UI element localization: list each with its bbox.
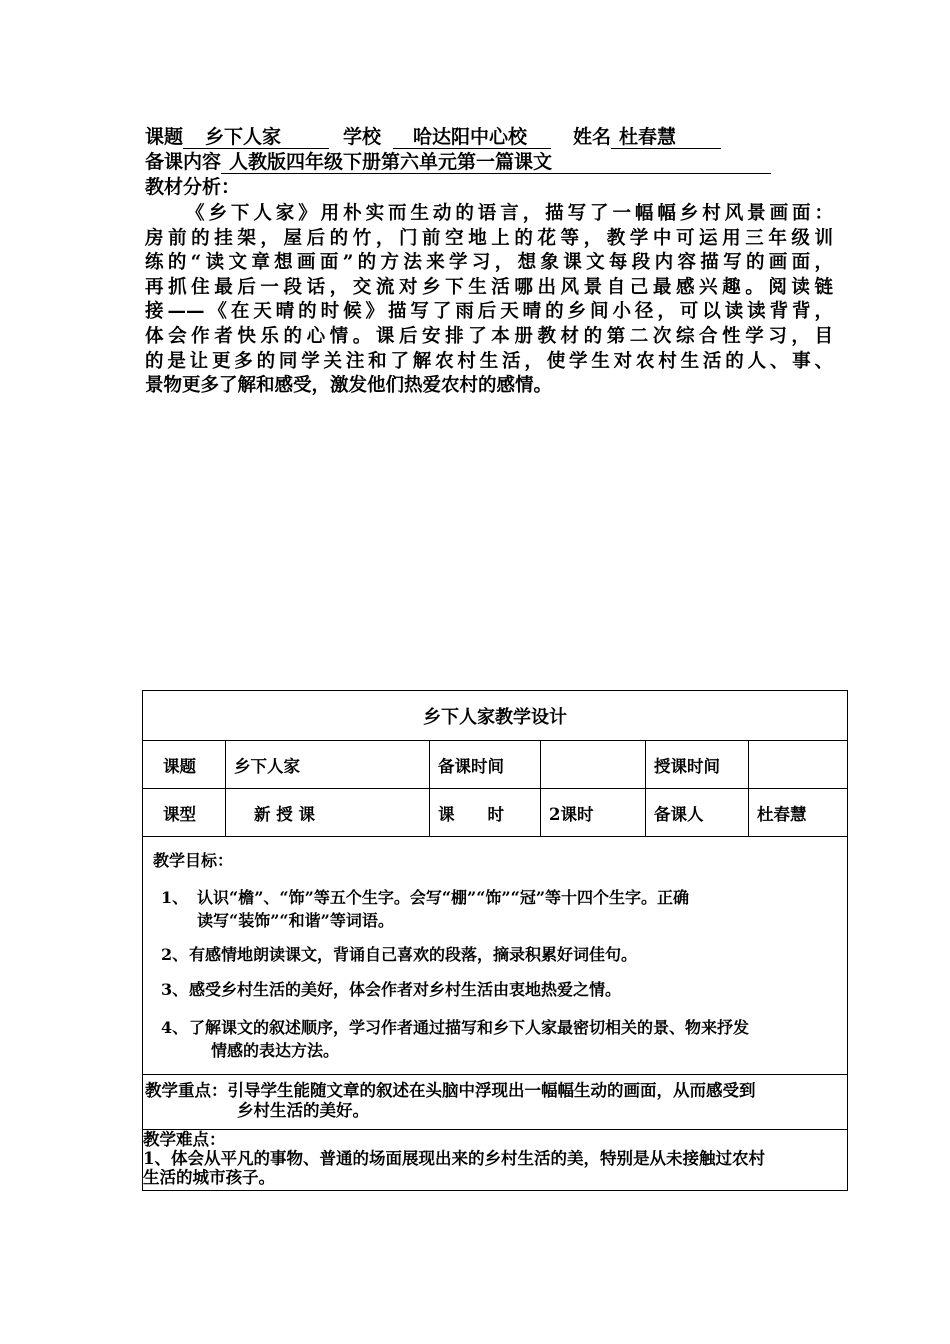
class-hours-value: 2课时 [541, 789, 646, 837]
goal-number: 4、 [161, 1018, 189, 1037]
header-line-2 [145, 150, 771, 174]
analysis-line: 体会作者快乐的心情。课后安排了本册教材的第二次综合性学习，目 [145, 325, 833, 347]
content-value-field [221, 152, 771, 174]
teach-time-value [749, 741, 848, 789]
topic-value: 乡下人家 [205, 126, 282, 148]
row1-topic-value: 乡下人家 [226, 741, 430, 789]
lesson-type-value: 新 授 课 [226, 789, 430, 837]
analysis-line: 再抓住最后一段话，交流对乡下生活哪出风景自己最感兴趣。阅读链 [145, 276, 833, 298]
goal-text-cont: 读写“装饰”“和谐”等词语。 [197, 911, 394, 930]
class-hours-label: 课 时 [430, 789, 541, 837]
goal-text: 认识“檐”、“饰”等五个生字。会写“棚”“饰”“冠”等十四个生字。正确 [197, 888, 690, 907]
key-points-text: 引导学生能随文章的叙述在头脑中浮现出一幅幅生动的画面，从而感受到 [227, 1081, 756, 1100]
prep-time-label: 备课时间 [430, 741, 541, 789]
goal-number: 1、 [161, 888, 189, 907]
goal-item [153, 978, 847, 1001]
lesson-type-label: 课型 [143, 789, 226, 837]
goal-item [153, 943, 847, 966]
content-label: 备课内容 [145, 151, 222, 173]
school-value-field [393, 127, 551, 149]
difficulties-text: 1、体会从平凡的事物、普通的场面展现出来的乡村生活的美，特别是从未接触过农村 [143, 1149, 765, 1168]
difficulties-text-cont: 生活的城市孩子。 [143, 1168, 275, 1187]
teach-time-label: 授课时间 [646, 741, 749, 789]
analysis-label: 教材分析： [145, 176, 241, 198]
preparer-value: 杜春慧 [749, 789, 848, 837]
goal-item [153, 886, 847, 932]
goal-number: 2、 [161, 945, 189, 964]
school-label: 学校 [343, 126, 382, 148]
goal-text: 有感情地朗读课文，背诵自己喜欢的段落，摘录积累好词佳句。 [189, 945, 638, 964]
analysis-paragraph [145, 202, 833, 399]
analysis-line: 景物更多了解和感受，激发他们热爱农村的感情。 [145, 375, 553, 397]
topic-value-field [183, 127, 329, 149]
name-value: 杜春慧 [619, 126, 677, 148]
goal-text: 了解课文的叙述顺序，学习作者通过描写和乡下人家最密切相关的景、物来抒发 [189, 1018, 750, 1037]
teaching-goals-cell [143, 837, 848, 1075]
content-value: 人教版四年级下册第六单元第一篇课文 [229, 151, 553, 173]
key-points-cell [143, 1075, 848, 1130]
goal-number: 3、 [161, 980, 189, 999]
difficulties-label: 教学难点： [143, 1130, 226, 1149]
difficulties-cell [143, 1130, 848, 1191]
analysis-line: 《乡下人家》用朴实而生动的语言，描写了一幅幅乡村风景画面： [186, 203, 833, 224]
analysis-line: 练的“读文章想画面”的方法来学习，想象课文每段内容描写的画面， [145, 252, 833, 274]
prep-time-value [541, 741, 646, 789]
analysis-line: 房前的挂架，屋后的竹，门前空地上的花等，教学中可运用三年级训 [145, 227, 833, 249]
key-points-text-cont: 乡村生活的美好。 [237, 1101, 369, 1120]
lesson-design-table [142, 690, 848, 1191]
analysis-line: 接——《在天晴的时候》描写了雨后天晴的乡间小径，可以读读背背， [145, 301, 833, 323]
goals-label: 教学目标： [153, 851, 234, 870]
name-value-field [611, 127, 721, 149]
school-value: 哈达阳中心校 [413, 126, 528, 148]
row1-topic-label: 课题 [143, 741, 226, 789]
header-line-1 [145, 125, 721, 149]
analysis-line: 的是让更多的同学关注和了解农村生活，使学生对农村生活的人、事、 [145, 350, 833, 372]
name-label: 姓名 [573, 126, 612, 148]
preparer-label: 备课人 [646, 789, 749, 837]
table-title: 乡下人家教学设计 [143, 691, 848, 741]
goal-text: 感受乡村生活的美好，体会作者对乡村生活由衷地热爱之情。 [189, 980, 622, 999]
goal-text-cont: 情感的表达方法。 [211, 1041, 340, 1060]
goal-item [153, 1016, 847, 1062]
key-points-label: 教学重点： [145, 1081, 228, 1100]
topic-label: 课题 [145, 126, 184, 148]
